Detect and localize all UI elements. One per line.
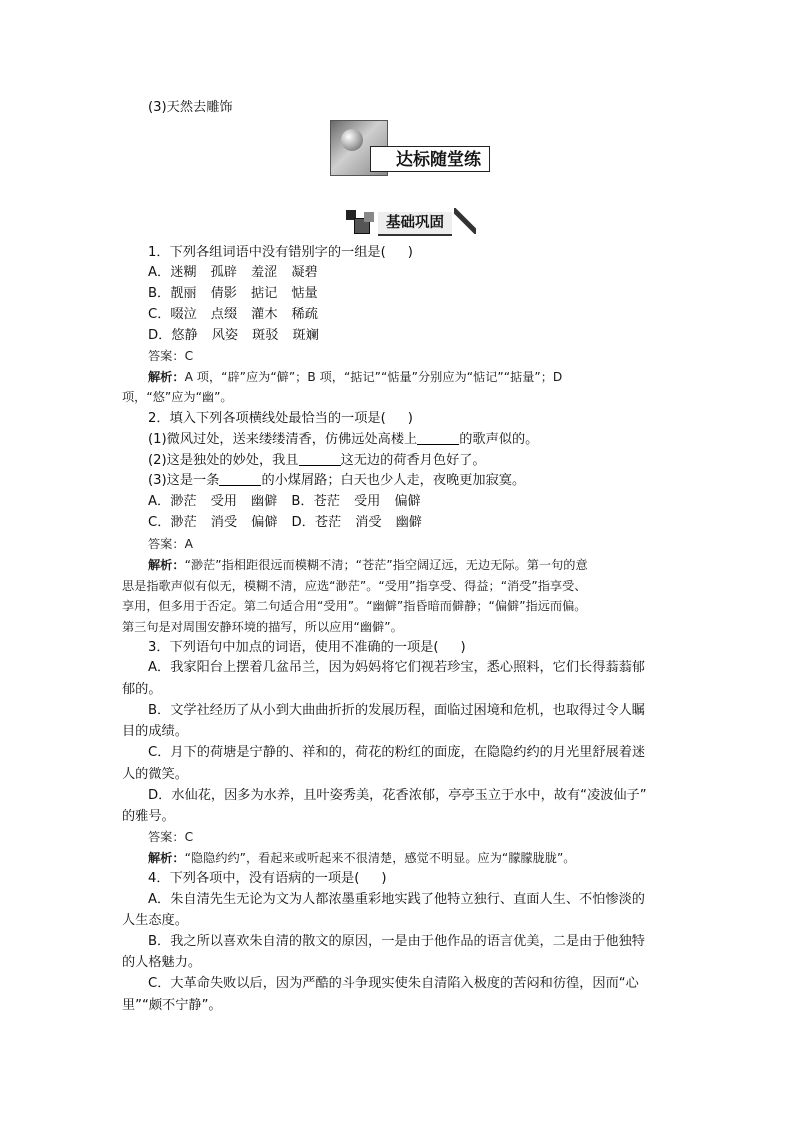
option-word: 幽僻 [395, 515, 422, 530]
q3-option-a-cont: 郁的。 [122, 682, 162, 697]
q2-stem-close: ) [407, 411, 413, 426]
answer-value: A [184, 537, 193, 551]
sentence-text: 的小煤屑路；白天也少人走，夜晚更加寂寞。 [261, 473, 526, 488]
q1-analysis-cont: 项，“悠”应为“幽”。 [122, 390, 233, 404]
option-word: 稀疏 [291, 307, 318, 322]
analysis-label: 解析： [148, 851, 185, 865]
q2-options-ab [148, 492, 435, 512]
option-word: 点缀 [210, 307, 238, 322]
sentence-text: 的歌声似的。 [459, 432, 539, 447]
q3-stem [148, 638, 466, 658]
q3-option-c: C．月下的荷塘是宁静的、祥和的，荷花的粉红的面庞，在隐隐约约的月光里舒展着迷 [148, 745, 646, 760]
analysis-text: “渺茫”指相距很远而模糊不清；“苍茫”指空阔辽远，无边无际。第一句的意 [184, 558, 588, 572]
answer-label: 答案： [148, 537, 185, 551]
analysis-label: 解析： [148, 558, 185, 572]
option-word: 羞涩 [250, 265, 278, 280]
q1-stem-close: ) [407, 245, 413, 260]
q1-option-c [148, 305, 332, 325]
section-header [346, 206, 476, 236]
q1-stem-text: 1．下列各组词语中没有错别字的一组是( [148, 245, 386, 260]
option-word: 灌木 [251, 307, 278, 322]
q3-option-b-cont: 目的成绩。 [122, 724, 188, 739]
analysis-text: “隐隐约约”，看起来或听起来不很清楚，感觉不明显。应为“朦朦胧胧”。 [184, 851, 576, 865]
option-word: D．苍茫 [291, 515, 342, 530]
analysis-label: 解析： [148, 370, 185, 384]
fill-blank [299, 451, 341, 466]
square-decoration-icon [364, 212, 374, 222]
q3-answer [148, 827, 193, 847]
option-word: A．渺茫 [148, 494, 197, 509]
sentence-text: (3)这是一条 [148, 473, 220, 488]
q4-stem-text: 4．下列各项中，没有语病的一项是( [148, 871, 360, 886]
option-word: 幽僻 [250, 494, 278, 509]
q4-stem-close: ) [381, 871, 387, 886]
q4-option-a-cont: 人生态度。 [122, 913, 188, 928]
option-word: A．迷糊 [148, 265, 197, 280]
q1-option-d [148, 326, 333, 346]
option-word: 消受 [210, 515, 238, 530]
q3-stem-close: ) [460, 640, 466, 655]
q3-option-d-cont: 的雅号。 [122, 809, 175, 824]
option-word: 惦量 [291, 286, 318, 301]
q3-option-a: A．我家阳台上摆着几盆吊兰，因为妈妈将它们视若珍宝，悉心照料，它们长得蓊蓊郁 [148, 660, 645, 675]
q3-stem-text: 3．下列语句中加点的词语，使用不准确的一项是( [148, 640, 439, 655]
q1-stem [148, 243, 413, 263]
banner [330, 120, 492, 174]
option-word: 消受 [355, 515, 382, 530]
answer-label: 答案： [148, 349, 185, 363]
q3-option-b: B．文学社经历了从小到大曲曲折折的发展历程，面临过困境和危机，也取得过令人瞩 [148, 703, 645, 718]
q2-analysis-cont: 享用，但多用于否定。第二句适合用“受用”。“幽僻”指昏暗而僻静；“偏僻”指远而偏。 [122, 599, 587, 613]
answer-value: C [184, 830, 194, 844]
q1-option-a [148, 263, 332, 283]
sentence-text: 这无边的荷香月色好了。 [340, 453, 486, 468]
option-word: 受用 [353, 494, 381, 509]
q4-option-c-cont: 里”“颇不宁静”。 [122, 998, 222, 1013]
analysis-text: A 项，“辟”应为“僻”；B 项，“掂记”“惦量”分别应为“惦记”“掂量”；D [184, 370, 563, 384]
option-word: 倩影 [210, 286, 237, 301]
option-word: 掂记 [250, 286, 278, 301]
option-word: 受用 [210, 494, 237, 509]
fill-blank [417, 430, 459, 445]
option-word: 凝碧 [291, 265, 318, 280]
q2-analysis [148, 555, 588, 575]
q3-option-d: D．水仙花，因多为水养，且叶姿秀美，花香浓郁，亭亭玉立于水中，故有“凌波仙子” [148, 788, 647, 803]
banner-title: 达标随堂练 [370, 146, 490, 172]
q2-options-cd [148, 513, 436, 533]
fill-blank [219, 471, 261, 486]
option-word: 风姿 [211, 328, 239, 343]
option-word: 斑斓 [292, 328, 319, 343]
q4-option-b: B．我之所以喜欢朱自清的散文的原因，一是由于他作品的语言优美，二是由于他独特 [148, 934, 645, 949]
sentence-text: (1)微风过处，送来缕缕清香，仿佛远处高楼上 [148, 432, 418, 447]
section-title: 基础巩固 [378, 212, 452, 236]
q4-option-a: A．朱自清先生无论为文为人都浓墨重彩地实践了他特立独行、直面人生、不怕惨淡的 [148, 892, 645, 907]
option-word: D．悠静 [148, 328, 198, 343]
q2-analysis-cont: 第三句是对周围安静环境的描写，所以应用“幽僻”。 [122, 620, 403, 634]
q1-analysis [148, 367, 562, 387]
q4-stem [148, 869, 387, 889]
option-word: B．靓丽 [148, 286, 197, 301]
option-word: C．渺茫 [148, 515, 197, 530]
option-word: B．苍茫 [291, 494, 340, 509]
q1-option-b [148, 284, 332, 304]
option-word: 孤辟 [210, 265, 237, 280]
pen-icon [454, 208, 476, 234]
top-item: (3)天然去雕饰 [148, 100, 233, 115]
q3-option-c-cont: 人的微笑。 [122, 767, 188, 782]
answer-value: C [184, 349, 194, 363]
option-word: C．啜泣 [148, 307, 197, 322]
q2-sentence-1 [148, 430, 538, 450]
q2-sentence-2 [148, 451, 486, 471]
option-word: 斑驳 [252, 328, 279, 343]
option-word: 偏僻 [251, 515, 278, 530]
answer-label: 答案： [148, 830, 185, 844]
q4-option-b-cont: 的人格魅力。 [122, 955, 202, 970]
sentence-text: (2)这是独处的妙处，我且 [148, 453, 299, 468]
option-word: 偏僻 [394, 494, 421, 509]
q2-stem-text: 2．填入下列各项横线处最恰当的一项是( [148, 411, 386, 426]
q2-stem [148, 409, 413, 429]
q2-analysis-cont: 思是指歌声似有似无，模糊不清，应选“渺茫”。“受用”指享受、得益；“消受”指享受、 [122, 579, 587, 593]
q1-answer [148, 346, 193, 366]
q4-option-c: C．大革命失败以后，因为严酷的斗争现实使朱自清陷入极度的苦闷和彷徨，因而“心 [148, 976, 639, 991]
q3-analysis [148, 848, 575, 868]
q2-answer [148, 534, 193, 554]
q2-sentence-3 [148, 471, 525, 491]
